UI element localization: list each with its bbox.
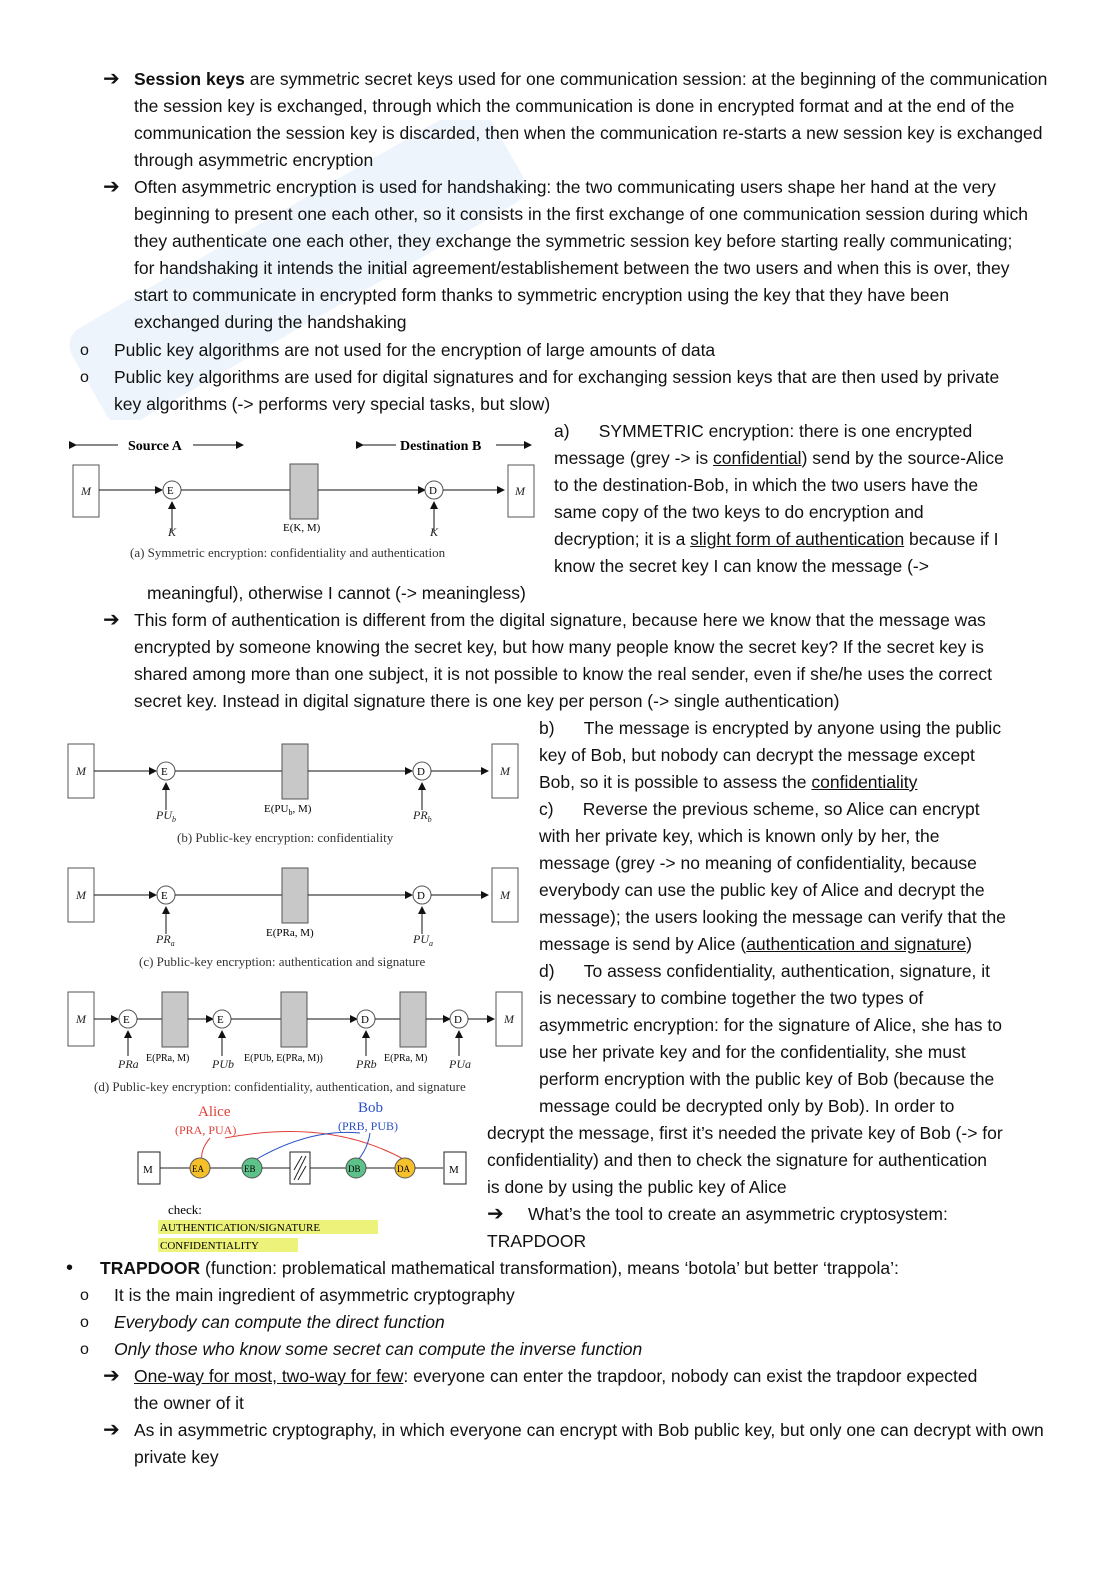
arrow-bullet: ➔	[103, 68, 120, 90]
svg-text:PRa: $PR_a$	[156, 932, 175, 948]
circle-bullet: o	[80, 369, 89, 386]
svg-text:M: M	[449, 1164, 459, 1176]
ciphertext-box	[290, 464, 318, 519]
arrow-bullet: ➔	[487, 1203, 504, 1225]
d-line-2: is necessary to combine together the two types of	[539, 988, 924, 1008]
bob-label: Bob	[358, 1100, 384, 1116]
d-line-3: asymmetric encryption: for the signature of Alice, she has to	[539, 1015, 1002, 1035]
svg-text:D: D	[361, 1014, 369, 1026]
svg-text:(PRB, PUB): (PRB, PUB)	[338, 1119, 399, 1133]
question-line-2: TRAPDOOR	[487, 1231, 587, 1251]
circle-bullet: o	[80, 1287, 89, 1304]
arrow-bullet: ➔	[103, 1365, 120, 1387]
d-line-5: perform encryption with the public key of Bob (because the	[539, 1069, 995, 1089]
sym-line-3: to the destination-Bob, in which the two users have the	[554, 475, 979, 495]
c-line-5: message); the users looking the message can verify that the	[539, 907, 1006, 927]
svg-text:K: K	[430, 525, 439, 539]
svg-text:M: M	[500, 764, 510, 778]
svg-text:DB: DB	[348, 1164, 361, 1174]
svg-text:E(PUb, E(PRa, M)): E(PUb, E(PRa, M))	[244, 1053, 323, 1064]
caption-a: (a) Symmetric encryption: confidentiality and authentication	[130, 545, 446, 560]
diagram-public-key-signature	[64, 862, 528, 974]
svg-text:M: M	[76, 764, 86, 778]
svg-text:PUb: PUb	[212, 1057, 234, 1071]
sym-line-7: meaningful), otherwise I cannot (-> meaningless)	[147, 583, 526, 603]
svg-text:E: E	[217, 1014, 224, 1026]
b-line-3: Bob, so it is possible to assess the confidentiality	[539, 772, 918, 792]
handshake-paragraph: Often asymmetric encryption is used for handshaking: the two communicating users shape her hand at the very beginning to present one each other, so it consists in the first exchange of one communication session during which they authenticate one each other, they exchange the symmetric session key before starting really communicating; for handshaking it intends the initial agreement/establishement between the two users and when this is over, they start to communicate in encrypted form thanks to symmetric encryption using the key that they have been exchanged during the handshaking	[134, 177, 1029, 332]
svg-text:M: M	[76, 888, 86, 902]
svg-text:M: M	[500, 888, 510, 902]
svg-text:PUb: $PU_b$	[156, 808, 176, 824]
circle-bullet: o	[80, 342, 89, 359]
svg-text:CONFIDENTIALITY: CONFIDENTIALITY	[160, 1240, 259, 1252]
sym-line-5: decryption; it is a slight form of authentication because if I	[554, 529, 999, 549]
caption-d: (d) Public-key encryption: confidentiality, authentication, and signature	[94, 1079, 466, 1094]
circle-bullet: o	[80, 1314, 89, 1331]
caption-b: (b) Public-key encryption: confidentiality	[177, 830, 394, 845]
d-line-7: decrypt the message, first it’s needed the private key of Bob (-> for	[487, 1123, 1003, 1143]
svg-text:(PRA, PUA): (PRA, PUA)	[175, 1123, 237, 1137]
d-line-4: use her private key and for the confidentiality, she must	[539, 1042, 966, 1062]
svg-text:EA: EA	[192, 1164, 204, 1174]
svg-text:PRb: PRb	[356, 1057, 377, 1071]
svg-text:PUa: $PU_a$	[413, 932, 433, 948]
svg-text:DA: DA	[397, 1164, 410, 1174]
svg-text:M: M	[81, 484, 91, 498]
svg-text:M: M	[504, 1012, 514, 1026]
encrypt-node: E	[167, 485, 174, 497]
b-line-2: key of Bob, but nobody can decrypt the message except	[539, 745, 975, 765]
diagram-combined	[64, 986, 532, 1098]
svg-text:E(PUb, M): $E(PU_b$, M)	[264, 803, 312, 817]
session-keys-term: Session keys	[134, 69, 245, 89]
d-line-8: confidentiality) and then to check the signature for authentication	[487, 1150, 988, 1170]
svg-text:E: E	[123, 1014, 130, 1026]
trapdoor-item-2: Everybody can compute the direct function	[114, 1312, 445, 1332]
svg-text:D: D	[417, 766, 425, 778]
c-line-1: c) Reverse the previous scheme, so Alice can encrypt	[539, 799, 980, 819]
c-line-2: with her private key, which is known only by her, the	[539, 826, 940, 846]
svg-text:EB: EB	[244, 1164, 256, 1174]
diagram-public-key-confidentiality	[64, 738, 528, 850]
arrow-bullet: ➔	[103, 1419, 120, 1441]
svg-text:M: M	[143, 1164, 153, 1176]
disc-bullet: •	[66, 1257, 74, 1279]
c-line-3: message (grey -> no meaning of confidentiality, because	[539, 853, 977, 873]
svg-text:E(PRa, M): E(PRa, M)	[384, 1053, 428, 1064]
decrypt-node: D	[429, 485, 437, 497]
difference-paragraph: This form of authentication is different from the digital signature, because here we know that the message was encrypted by someone knowing the secret key, but how many people know the secret key? If the secret key is shared among more than one subject, it is not possible to know the real sender, even if she/he uses the correct secret key. Instead in digital signature there is one key per person (-> single authentication)	[134, 610, 992, 711]
alice-label: Alice	[198, 1104, 231, 1120]
session-keys-paragraph: Session keys are symmetric secret keys used for one communication session: at the beginning of the communication the session key is exchanged, through which the communication is done in encrypted format and at the end of the communication the session key is discarded, then when the communication re-starts a new session key is exchanged through asymmetric encryption	[134, 69, 1048, 170]
d-line-6: message could be decrypted only by Bob). In order to	[539, 1096, 955, 1116]
svg-text:D: D	[454, 1014, 462, 1026]
trapdoor-item-1: It is the main ingredient of asymmetric cryptography	[114, 1285, 515, 1305]
caption-c: (c) Public-key encryption: authentication and signature	[139, 954, 426, 969]
arrow-bullet: ➔	[103, 609, 120, 631]
one-way-paragraph: One-way for most, two-way for few: everyone can enter the trapdoor, nobody can exist the trapdoor expected the owner of it	[134, 1366, 978, 1413]
diagram-symmetric	[68, 432, 540, 570]
sym-line-6: know the secret key I can know the message (->	[554, 556, 929, 576]
sym-line-1: a) SYMMETRIC encryption: there is one encrypted	[554, 421, 973, 441]
svg-text:E: E	[161, 766, 168, 778]
svg-text:PUa: PUa	[449, 1057, 471, 1071]
asym-paragraph: As in asymmetric cryptography, in which everyone can encrypt with Bob public key, but only one can decrypt with own private key	[134, 1420, 1044, 1467]
c-line-6: message is send by Alice (authentication and signature)	[539, 934, 972, 954]
question-line-1: What’s the tool to create an asymmetric cryptosystem:	[528, 1204, 948, 1224]
pk-used-for: Public key algorithms are used for digital signatures and for exchanging session keys that are then used by private key algorithms (-> performs very special tasks, but slow)	[114, 367, 1000, 414]
svg-text:M: M	[76, 1012, 86, 1026]
d-line-9: is done by using the public key of Alice	[487, 1177, 787, 1197]
svg-text:E(K, M): E(K, M)	[283, 522, 321, 534]
circle-bullet: o	[80, 1341, 89, 1358]
svg-text:PRa: PRa	[118, 1057, 139, 1071]
sym-line-4: same copy of the two keys to do encryption and	[554, 502, 924, 522]
trapdoor-item-3: Only those who know some secret can compute the inverse function	[114, 1339, 643, 1359]
sym-line-2: message (grey -> is confidential) send by the source-Alice	[554, 448, 1004, 468]
svg-text:K: K	[168, 525, 177, 539]
source-label: Source A	[128, 439, 182, 454]
arrow-bullet: ➔	[103, 176, 120, 198]
d-line-1: d) To assess confidentiality, authentication, signature, it	[539, 961, 991, 981]
svg-text:check:: check:	[168, 1202, 202, 1217]
pk-not-large: Public key algorithms are not used for the encryption of large amounts of data	[114, 340, 716, 360]
b-line-1: b) The message is encrypted by anyone using the public	[539, 718, 1002, 738]
svg-text:D: D	[417, 890, 425, 902]
svg-text:AUTHENTICATION/SIGNATURE: AUTHENTICATION/SIGNATURE	[160, 1222, 321, 1234]
svg-text:E(PRa, M): E(PRa, M)	[146, 1053, 190, 1064]
handwritten-scheme	[130, 1098, 480, 1258]
c-line-4: everybody can use the public key of Alice and decrypt the	[539, 880, 985, 900]
svg-text:E(PRa, M): E(PRa, M)	[266, 927, 314, 939]
svg-text:M: M	[515, 484, 525, 498]
svg-text:PRb: $PR_b$	[413, 808, 432, 824]
svg-text:E: E	[161, 890, 168, 902]
trapdoor-heading: TRAPDOOR (function: problematical mathematical transformation), means ‘botola’ but better ‘trappola’:	[100, 1258, 899, 1278]
destination-label: Destination B	[400, 439, 482, 454]
